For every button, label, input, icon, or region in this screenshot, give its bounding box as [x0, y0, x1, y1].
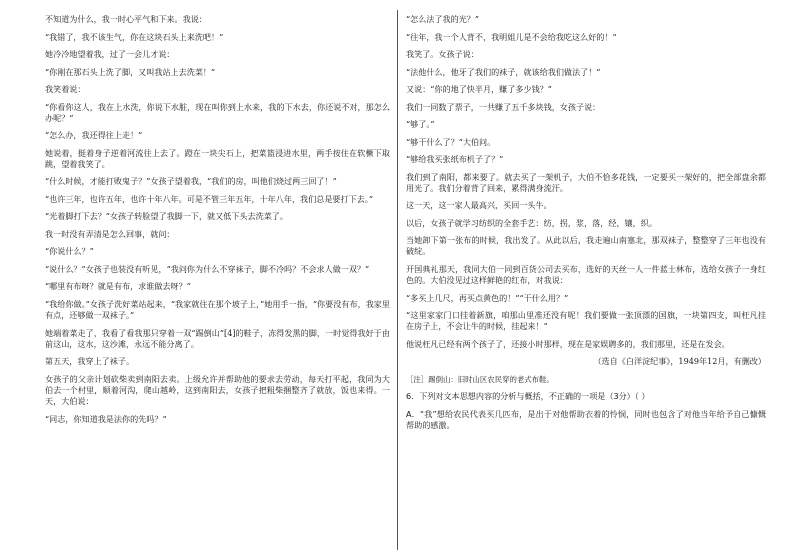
- paragraph: 女孩子的父亲计划砍柴卖到南阳去卖。上级允许并帮助他的要求去劳动，每天打平起，我同为大伯去一个村里，顺着河沟，爬山越岭，这到南阳去，女孩子把粗柴捆整齐了就放，饭也来得。一天，大伯说：: [45, 373, 390, 407]
- paragraph: 我笑了。女孩子说：: [406, 49, 479, 59]
- paragraph: 不知道为什么，我一时心平气和下来。我说：: [45, 14, 207, 24]
- paragraph: 第五天，我穿上了袜子。: [45, 356, 135, 367]
- paragraph: “同志，你知道我是法你的先吗？”: [45, 413, 167, 424]
- paragraph: “哪里有布呀？就是有布，求谁做去呀？”: [45, 281, 191, 292]
- paragraph: 这一天，这一家人最高兴，买回一头牛。: [406, 200, 552, 211]
- paragraph: 以后，女孩子就学习纺织的全套手艺：纺，拐，浆，落，经，镶，织。: [406, 217, 657, 228]
- paragraph: 当她卸下第一张布的时候，我出发了。从此以后，我走遍山南塞北，那双袜子，整整穿了三年也没有破绽。: [406, 235, 766, 257]
- source-citation: （选自《白洋淀纪事》，1949年12月，有删改）: [593, 356, 766, 367]
- paragraph: 她端着菜走了，我看了看我那只穿着一双“踢倒山”[4]的鞋子，冻得发黑的脚，一时觉得我好于由前这山，这水，这沙滩，永远不能分离了。: [45, 327, 390, 349]
- paragraph: “法他什么，他牙了我们的袜子，就该给我们做法了！”: [406, 66, 601, 77]
- paragraph: “这里家家门口挂着新旗，咱那山里准还没有呢！我们要做一张顶漂的国旗，一块第四支，叫枉凡挂在房子上，不会让牛的时候，挂起来！”: [406, 310, 766, 332]
- paragraph: 她说着，挺着身子逆着河流往上去了。蹬在一块尖石上，把菜篮浸进水里，两手按住在软橛下取跳，望着我笑了。: [45, 147, 390, 169]
- paragraph: 她冷冷地望着我，过了一会儿才说：: [45, 49, 175, 59]
- paragraph: “怎么办，我还得往上走！”: [45, 130, 143, 141]
- column-divider: [397, 10, 398, 550]
- paragraph: “往年，我一个人背不，我明姐儿是不会给我吃这么好的！”: [406, 31, 617, 42]
- question-6: 6．下列对文本思想内容的分析与概括，不正确的一项是（3分）（ ）: [406, 391, 650, 402]
- paragraph: “怎么法了我的光？”: [406, 14, 480, 24]
- paragraph: “也许三年，也许五年，也许十年八年。可是不管三年五年，十年八年，我们总是要打下去。”: [45, 193, 373, 204]
- paragraph: 我笑着说：: [45, 84, 86, 94]
- paragraph: 我一时没有弄清是怎么回事，就问：: [45, 228, 175, 239]
- paragraph: 我们一同数了票子，一共赚了五千多块钱，女孩子说：: [406, 101, 601, 112]
- paragraph: “你说什么？”: [45, 246, 94, 257]
- paragraph: “够了。”: [406, 119, 435, 129]
- footnote: ［注］踢倒山：旧时山区农民穿的老式布鞋。: [406, 374, 554, 384]
- paragraph: “说什么？”女孩子也装没有听见，“我问你为什么不穿袜子，脚不冷吗？不会求人做一双？”: [45, 263, 370, 274]
- paragraph: 开国典礼那天，我同大伯一同到百货公司去买布，选好的天丝一人一件蓝士林布，选给女孩子一身红色的。大伯没见过这样鲜艳的红布，对我说：: [406, 263, 766, 286]
- paragraph: “你看你这人，我在上水洗，你说下水脏，现在叫你到上水来，我的下水去，你还说不对，那怎么办呢？”: [45, 101, 390, 123]
- paragraph: “你刚在那石头上洗了脚，又叫我站上去洗菜！”: [45, 66, 216, 77]
- paragraph: “够给我买张纸布机子了？”: [406, 154, 504, 164]
- paragraph: “够干什么了？”大伯问。: [406, 136, 496, 147]
- paragraph: “我错了，我不该生气，你在这块石头上来洗吧！”: [45, 31, 224, 42]
- right-column: [406, 14, 766, 438]
- paragraph: “我给你做。”女孩子洗好菜站起来，“我家就住在那个坡子上，”她用手一指，“你要没有布，我家里有点，还够做一双袜子。”: [45, 298, 390, 321]
- paragraph: “什么时候，才能打败鬼子？”女孩子望着我，“我们的房，叫他们烧过两三回了！”: [45, 176, 337, 187]
- option-a: A．“我”想给农民代表买几匹布，是出于对他帮助衣着的怜悯，同时也包含了对他当年给予自己慷慨帮助的感激。: [406, 408, 766, 431]
- paragraph: 又说：“你的地了快半月，赚了多少钱？”: [406, 84, 552, 94]
- paragraph: “光着脚打下去？”女孩子转脸望了我脚一下，就又低下头去洗菜了。: [45, 211, 288, 222]
- paragraph: “多买上几尺，再买点黄色的！”“干什么用？”: [406, 292, 569, 303]
- paragraph: 我们到了南阳，都来要了。就去买了一架机子，大伯不恰多花钱，一定要买一架好的，把全部盘余都用光了。我们分着背了回来，累得满身流汗。: [406, 171, 766, 193]
- left-column: [45, 14, 390, 431]
- paragraph: 他说枉凡已经有两个孩子了，还接小时那样，现在是家娱聘多的，我们那里，还是在发会。: [406, 338, 730, 349]
